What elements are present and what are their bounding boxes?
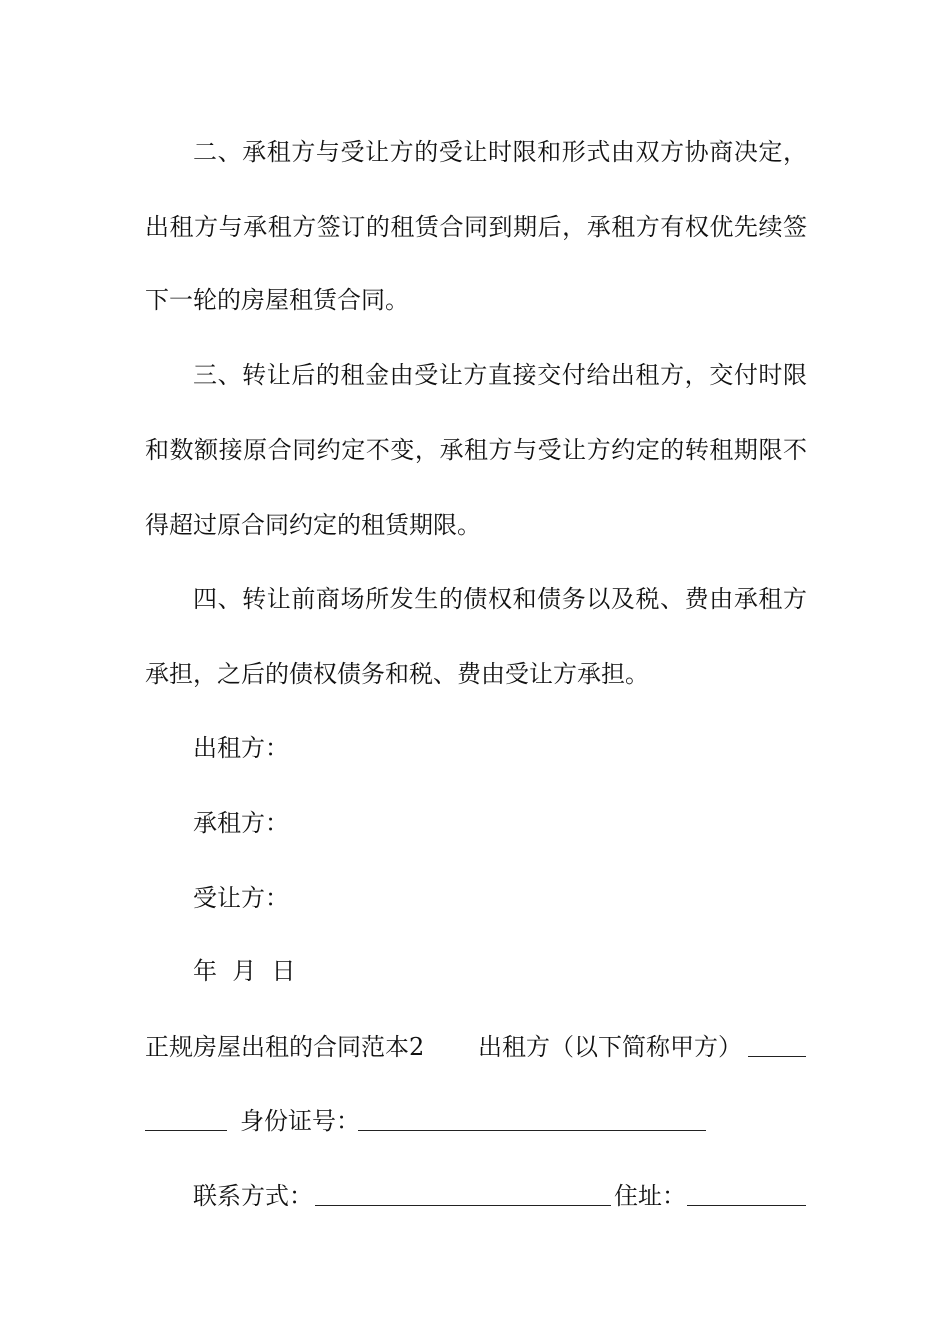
lessee-signature-label: 承租方： <box>193 809 289 837</box>
signature-date: 年 月 日 <box>193 957 296 985</box>
paragraph-2-line-1: 二、承租方与受让方的受让时限和形式由双方协商决定， <box>193 138 807 166</box>
paragraph-2-line-3: 下一轮的房屋租赁合同。 <box>145 286 409 314</box>
contract-2-title: 正规房屋出租的合同范本2 <box>145 1033 425 1061</box>
paragraph-4-line-2: 承担，之后的债权债务和税、费由受让方承担。 <box>145 660 649 688</box>
id-number-label: 身份证号： <box>240 1107 360 1135</box>
address-blank <box>687 1183 806 1206</box>
lessor-party-label: 出租方（以下简称甲方） <box>478 1033 742 1061</box>
paragraph-3-line-3: 得超过原合同约定的租赁期限。 <box>145 511 481 539</box>
id-number-blank <box>358 1108 706 1131</box>
paragraph-2-line-2: 出租方与承租方签订的租赁合同到期后，承租方有权优先续签 <box>145 213 807 241</box>
paragraph-3-line-2: 和数额接原合同约定不变，承租方与受让方约定的转租期限不 <box>145 436 807 464</box>
paragraph-4-line-1: 四、转让前商场所发生的债权和债务以及税、费由承租方 <box>193 585 807 613</box>
transferee-signature-label: 受让方： <box>193 884 289 912</box>
lessor-name-blank <box>748 1034 806 1057</box>
lessor-name-blank-continued <box>145 1108 227 1131</box>
lessor-signature-label: 出租方： <box>193 734 289 762</box>
paragraph-3-line-1: 三、转让后的租金由受让方直接交付给出租方，交付时限 <box>193 361 807 389</box>
contact-blank <box>315 1183 611 1206</box>
contact-label: 联系方式： <box>193 1182 313 1210</box>
address-label: 住址： <box>614 1182 686 1210</box>
